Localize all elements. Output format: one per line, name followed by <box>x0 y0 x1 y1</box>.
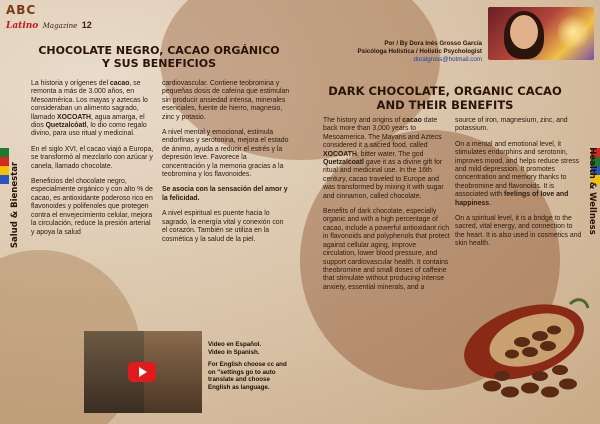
bold-text: XOCOATH <box>57 113 91 121</box>
youtube-play-icon[interactable] <box>128 362 156 382</box>
text-run: , se remonta a más de 3.000 años, en Mesoamérica. Los mayas y aztecas lo consideraban un alimento sagrado, llamado <box>31 80 148 121</box>
author-block <box>352 40 482 64</box>
text-run: The history and origins of <box>323 117 403 124</box>
bold-text: cacao <box>402 117 422 124</box>
paragraph <box>31 146 155 171</box>
spanish-title <box>34 44 284 70</box>
paragraph <box>162 129 290 179</box>
spanish-title-line2: Y SUS BENEFICIOS <box>101 57 217 70</box>
paragraph <box>455 141 583 208</box>
text-run: . <box>489 199 492 207</box>
issue-number: 12 <box>81 20 92 30</box>
author-photo <box>488 7 594 60</box>
author-name: Por / By Dora Inés Grosso García <box>384 40 482 47</box>
logo-magazine: Magazine <box>42 22 78 30</box>
bold-text: cacao <box>109 80 130 87</box>
paragraph <box>455 117 583 134</box>
text-run: date back more than 3,000 years to Mesoamerica. The Mayans and Aztecs considered it a sacred food, called <box>323 117 442 150</box>
text-run: A nivel espiritual es puente hacia lo sagrado, la energía vital y conexión con el corazón. También se utiliza en la cosmética y la salud de la piel. <box>162 210 284 243</box>
paragraph <box>162 186 290 203</box>
video-thumbnail[interactable] <box>84 331 202 413</box>
english-column-1 <box>323 117 450 299</box>
cacao-pod-image <box>452 290 592 410</box>
bold-text: Quetzalcóatl <box>45 122 87 130</box>
author-title: Psicóloga Holística / Holistic Psychologist <box>357 48 482 55</box>
logo-latino: Latino <box>6 21 39 31</box>
paragraph <box>162 80 290 122</box>
text-run: En el siglo XVI, el cacao viajó a Europa, se transformó al mezclarlo con azúcar y canela, llamado chocolate. <box>31 145 154 170</box>
text-run: A nivel mental y emocional, estimula endorfinas y serotonina, mejora el estado de ánimo, ayuda a reducir el estrés y la depresión leve. Favorece la concentración y la memoria gracias a la teobromina y los flavonoides. <box>162 129 289 179</box>
text-run: Se asocia con la sensación del amor y la felicidad. <box>162 186 288 202</box>
paragraph <box>323 117 450 201</box>
text-run: cardiovascular. Contiene teobromina y pequeñas dosis de cafeína que estimulan sin producir ansiedad intensa, minerales esenciales, fuente de hierro, magnesio, zinc y potasio. <box>162 80 290 121</box>
bold-text: feelings of love and happiness <box>455 191 569 207</box>
paragraph <box>31 178 155 237</box>
text-run: Benefits of dark chocolate, especially organic and with a high percentage of cacao, include a powerful antioxidant rich in flavonoids and polyphenols that protect against cellular aging, improve circulation, lower blood pressure, and support cardiovascular health. It contains theobromine and small doses of caffeine that stimulate without producing intense anxiety, essential minerals, and a <box>323 208 450 291</box>
text-run: source of iron, magnesium, zinc, and potassium. <box>455 117 568 133</box>
text-run: gave it as a divine gift for ritual and medicinal use. In the 16th century, cacao traveled to Europe and was transformed by mixing it with sugar and cinnamon, called chocolate. <box>323 159 444 200</box>
english-title <box>320 84 570 112</box>
spanish-column-1 <box>31 80 155 244</box>
paragraph <box>162 210 290 244</box>
side-tab-right: Health & Wellness <box>586 147 597 235</box>
paragraph <box>455 215 583 249</box>
magazine-logo <box>6 3 92 33</box>
bold-text: Quetzalcoatl <box>323 159 364 167</box>
paragraph <box>31 80 155 139</box>
english-title-line2: AND THEIR BENEFITS <box>376 98 514 112</box>
text-run: On a mental and emotional level, it stimulates endorphins and serotonin, improves mood, and helps reduce stress and mild depression. It promotes concentration and memory thanks to theobromine and flavonoids. It is associated with <box>455 140 580 199</box>
bold-text: XOCOATH <box>323 150 357 158</box>
text-run: La historia y orígenes del <box>31 80 110 87</box>
text-run: , agua amarga, el dios <box>31 113 145 130</box>
text-run: On a spiritual level, it is a bridge to the sacred, vital energy, and connection to the heart. It is also used in cosmetics and skin health. <box>455 215 582 248</box>
video-note-instructions: For English choose cc and on "settings go to auto translate and choose English as language. <box>208 361 287 391</box>
spanish-title-line1: CHOCOLATE NEGRO, CACAO ORGÁNICO <box>38 44 280 57</box>
text-run: Beneficios del chocolate negro, especialmente orgánico y con alto % de cacao, es antioxidante poderoso rico en flavonoides y polifenoles que protegen contra el envejecimiento celular, mejora la circulación, reduce la presión arterial y apoya la salud <box>31 178 153 236</box>
text-run: , bitter water. The god <box>356 150 424 158</box>
side-tab-left: Salud & Bienestar <box>10 161 21 249</box>
english-column-2 <box>455 117 583 256</box>
paragraph <box>323 208 450 292</box>
text-run: , lo dio como regalo divino, para uso ritual y medicinal. <box>31 122 147 138</box>
video-note-spanish: Video en Español. <box>208 341 262 348</box>
left-color-tab <box>0 148 9 184</box>
spanish-column-2 <box>162 80 290 251</box>
logo-abc: ABC <box>6 3 37 17</box>
author-email[interactable]: doralgross@hotmail.com <box>413 56 482 63</box>
video-note <box>208 341 290 396</box>
english-title-line1: DARK CHOCOLATE, ORGANIC CACAO <box>328 84 562 98</box>
video-note-english: Video in Spanish. <box>208 348 260 356</box>
